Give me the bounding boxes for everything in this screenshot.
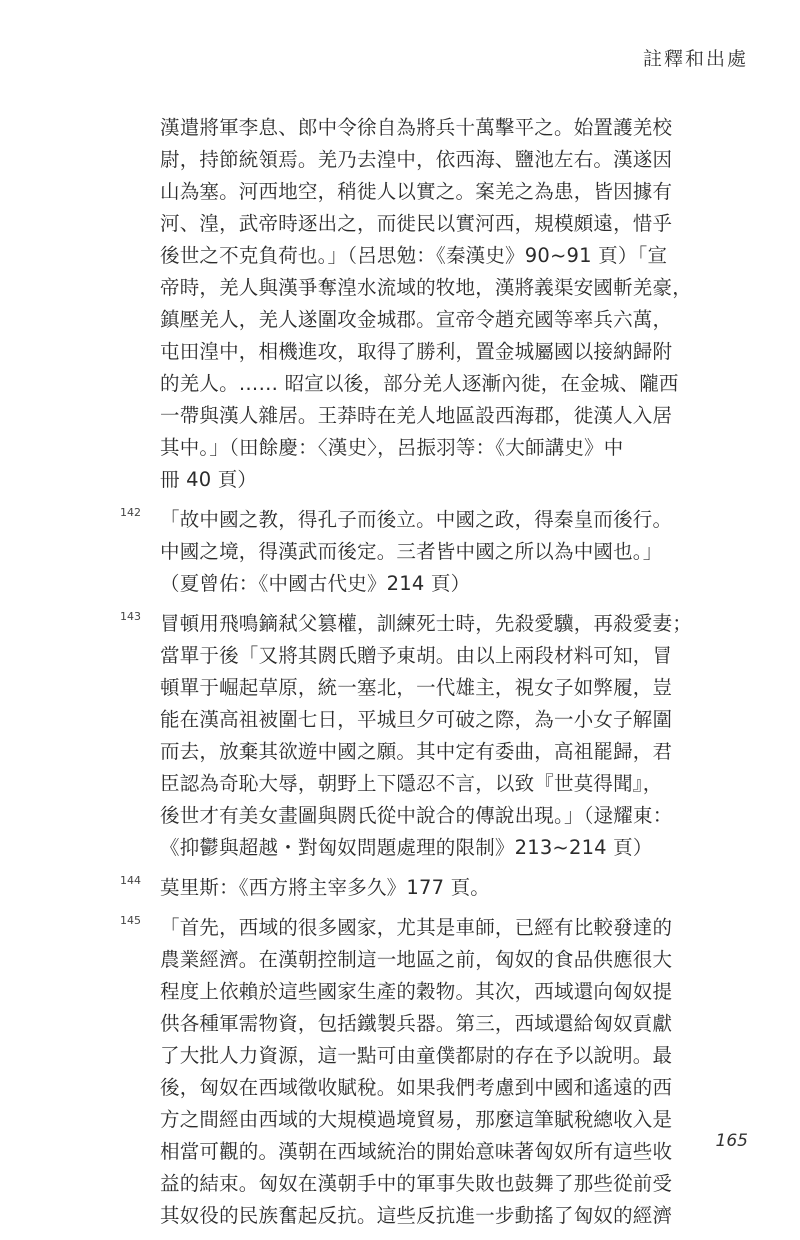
footnote-number: 142: [120, 506, 141, 519]
text-line: 的羌人。…… 昭宣以後，部分羌人逐漸內徙，在金城、隴西: [160, 372, 679, 395]
text-line: 了大批人力資源，這一點可由童僕都尉的存在予以說明。最: [160, 1044, 673, 1067]
text-line: 「首先，西域的很多國家，尤其是車師，已經有比較發達的: [160, 916, 673, 939]
text-line: 冒頓用飛鳴鏑弒父篡權，訓練死士時，先殺愛驥，再殺愛妻；: [160, 612, 692, 635]
text-line: 當單于後「又將其閼氏贈予東胡。由以上兩段材料可知，冒: [160, 644, 673, 667]
footnote-text: [160, 608, 700, 864]
text-line: 相當可觀的。漢朝在西域統治的開始意味著匈奴所有這些收: [160, 1140, 673, 1163]
footnote: [120, 608, 700, 864]
footnote: [120, 872, 700, 904]
text-line: 鎮壓羌人，羌人遂圍攻金城郡。宣帝令趙充國等率兵六萬，: [160, 308, 673, 331]
text-line: 能在漢高祖被圍七日，平城旦夕可破之際，為一小女子解圍: [160, 708, 673, 731]
footnote-text: [160, 112, 700, 496]
text-line: 後世才有美女畫圖與閼氏從中說合的傳說出現。」（逯耀東：: [160, 804, 673, 827]
footnote: [120, 912, 700, 1232]
text-line: 頓單于崛起草原，統一塞北，一代雄主，視女子如弊履，豈: [160, 676, 673, 699]
text-line: 河、湟，武帝時逐出之，而徙民以實河西，規模頗遠，惜乎: [160, 212, 673, 235]
footnote-number: 143: [120, 610, 141, 623]
text-line: 山為塞。河西地空，稍徙人以實之。案羌之為患，皆因據有: [160, 180, 673, 203]
text-line: 後，匈奴在西域徵收賦稅。如果我們考慮到中國和遙遠的西: [160, 1076, 673, 1099]
text-line: 屯田湟中，相機進攻，取得了勝利，置金城屬國以接納歸附: [160, 340, 673, 363]
footnote-text: [160, 912, 700, 1232]
text-line: 臣認為奇恥大辱，朝野上下隱忍不言，以致『世莫得聞』，: [160, 772, 663, 795]
footnote: [120, 112, 700, 496]
text-line: （夏曾佑：《中國古代史》214 頁）: [160, 572, 471, 595]
text-line: 尉，持節統領焉。羌乃去湟中，依西海、鹽池左右。漢遂因: [160, 148, 673, 171]
text-line: 「故中國之教，得孔子而後立。中國之政，得秦皇而後行。: [160, 508, 673, 531]
text-line: 後世之不克負荷也。」（呂思勉：《秦漢史》90~91 頁）「宣: [160, 244, 668, 267]
notes-body: [120, 112, 700, 1240]
footnote-text: [160, 872, 700, 904]
page-number: 165: [715, 1131, 748, 1151]
text-line: 其奴役的民族奮起反抗。這些反抗進一步動搖了匈奴的經濟: [160, 1204, 673, 1227]
text-line: 帝時，羌人與漢爭奪湟水流域的牧地，漢將義渠安國斬羌豪，: [160, 276, 692, 299]
text-line: 中國之境，得漢武而後定。三者皆中國之所以為中國也。」: [160, 540, 663, 563]
footnote-number: 145: [120, 914, 141, 927]
text-line: 莫里斯：《西方將主宰多久》177 頁。: [160, 876, 490, 899]
footnote-text: [160, 504, 700, 600]
text-line: 方之間經由西域的大規模過境貿易，那麼這筆賦稅總收入是: [160, 1108, 673, 1131]
text-line: 《抑鬱與超越・對匈奴問題處理的限制》213~214 頁）: [160, 836, 653, 859]
text-line: 冊 40 頁）: [160, 468, 258, 491]
text-line: 而去，放棄其欲遊中國之願。其中定有委曲，高祖罷歸，君: [160, 740, 673, 763]
text-line: 漢遣將軍李息、郎中令徐自為將兵十萬擊平之。始置護羌校: [160, 116, 673, 139]
text-line: 供各種軍需物資，包括鐵製兵器。第三，西域還給匈奴貢獻: [160, 1012, 673, 1035]
text-line: 其中。」（田餘慶：〈漢史〉，呂振羽等：《大師講史》中: [160, 436, 624, 459]
text-line: 一帶與漢人雜居。王莽時在羌人地區設西海郡，徙漢人入居: [160, 404, 673, 427]
text-line: 程度上依賴於這些國家生產的穀物。其次，西域還向匈奴提: [160, 980, 673, 1003]
footnote-number: 144: [120, 874, 141, 887]
text-line: 農業經濟。在漢朝控制這一地區之前，匈奴的食品供應很大: [160, 948, 673, 971]
running-header: 註釋和出處: [642, 48, 748, 70]
text-line: 益的結束。匈奴在漢朝手中的軍事失敗也鼓舞了那些從前受: [160, 1172, 673, 1195]
footnote: [120, 504, 700, 600]
